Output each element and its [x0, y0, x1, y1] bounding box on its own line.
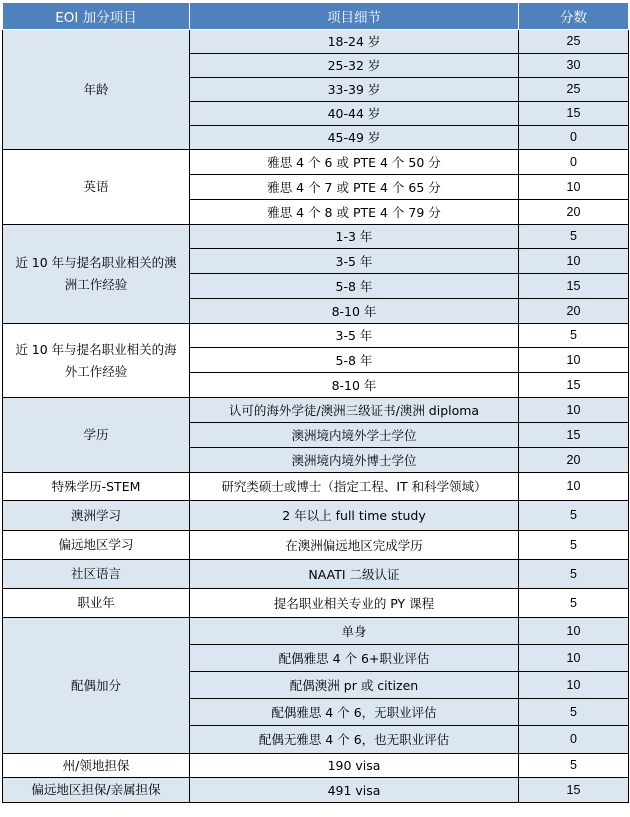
- eoi-points-table: [2, 2, 629, 803]
- score-cell: 15: [519, 274, 629, 299]
- table-row: [3, 560, 629, 589]
- table-row: [3, 150, 629, 175]
- score-cell: 15: [519, 423, 629, 448]
- detail-cell: 3-5 年: [190, 249, 519, 274]
- score-cell: 5: [519, 225, 629, 249]
- score-cell: 0: [519, 726, 629, 754]
- score-cell: 5: [519, 699, 629, 726]
- detail-cell: 配偶澳洲 pr 或 citizen: [190, 672, 519, 699]
- detail-cell: 提名职业相关专业的 PY 课程: [190, 589, 519, 618]
- score-cell: 5: [519, 589, 629, 618]
- score-cell: 15: [519, 373, 629, 398]
- detail-cell: NAATI 二级认证: [190, 560, 519, 589]
- detail-cell: 澳洲境内境外博士学位: [190, 448, 519, 473]
- detail-cell: 配偶雅思 4 个 6+职业评估: [190, 645, 519, 672]
- score-cell: 30: [519, 54, 629, 78]
- detail-cell: 1-3 年: [190, 225, 519, 249]
- category-cell: 配偶加分: [3, 618, 190, 754]
- score-cell: 25: [519, 78, 629, 102]
- score-cell: 5: [519, 531, 629, 560]
- detail-cell: 在澳洲偏远地区完成学历: [190, 531, 519, 560]
- header-detail: 项目细节: [190, 3, 519, 30]
- score-cell: 10: [519, 175, 629, 200]
- score-cell: 5: [519, 560, 629, 589]
- category-cell: 偏远地区担保/亲属担保: [3, 778, 190, 803]
- detail-cell: 配偶雅思 4 个 6，无职业评估: [190, 699, 519, 726]
- table-row: [3, 398, 629, 423]
- table-row: [3, 589, 629, 618]
- score-cell: 0: [519, 126, 629, 150]
- score-cell: 10: [519, 618, 629, 645]
- category-cell: 偏远地区学习: [3, 531, 190, 560]
- category-cell: 特殊学历-STEM: [3, 473, 190, 501]
- category-cell: 职业年: [3, 589, 190, 618]
- detail-cell: 单身: [190, 618, 519, 645]
- detail-cell: 雅思 4 个 8 或 PTE 4 个 79 分: [190, 200, 519, 225]
- detail-cell: 45-49 岁: [190, 126, 519, 150]
- detail-cell: 2 年以上 full time study: [190, 501, 519, 531]
- table-row: [3, 225, 629, 249]
- table-body: [3, 30, 629, 803]
- detail-cell: 18-24 岁: [190, 30, 519, 54]
- header-category: EOI 加分项目: [3, 3, 190, 30]
- detail-cell: 雅思 4 个 6 或 PTE 4 个 50 分: [190, 150, 519, 175]
- score-cell: 5: [519, 501, 629, 531]
- detail-cell: 33-39 岁: [190, 78, 519, 102]
- category-cell: 近 10 年与提名职业相关的海外工作经验: [3, 324, 190, 398]
- detail-cell: 3-5 年: [190, 324, 519, 348]
- category-cell: 社区语言: [3, 560, 190, 589]
- table-row: [3, 531, 629, 560]
- score-cell: 20: [519, 200, 629, 225]
- table-row: [3, 501, 629, 531]
- score-cell: 10: [519, 672, 629, 699]
- score-cell: 15: [519, 102, 629, 126]
- detail-cell: 配偶无雅思 4 个 6，也无职业评估: [190, 726, 519, 754]
- score-cell: 10: [519, 645, 629, 672]
- score-cell: 20: [519, 448, 629, 473]
- detail-cell: 8-10 年: [190, 373, 519, 398]
- table-row: [3, 473, 629, 501]
- score-cell: 20: [519, 299, 629, 324]
- score-cell: 10: [519, 398, 629, 423]
- header-score: 分数: [519, 3, 629, 30]
- score-cell: 0: [519, 150, 629, 175]
- score-cell: 10: [519, 473, 629, 501]
- detail-cell: 491 visa: [190, 778, 519, 803]
- detail-cell: 研究类硕士或博士（指定工程、IT 和科学领域）: [190, 473, 519, 501]
- category-cell: 近 10 年与提名职业相关的澳洲工作经验: [3, 225, 190, 324]
- score-cell: 10: [519, 348, 629, 373]
- detail-cell: 25-32 岁: [190, 54, 519, 78]
- score-cell: 10: [519, 249, 629, 274]
- detail-cell: 190 visa: [190, 754, 519, 778]
- detail-cell: 5-8 年: [190, 348, 519, 373]
- detail-cell: 5-8 年: [190, 274, 519, 299]
- category-cell: 年龄: [3, 30, 190, 150]
- category-cell: 英语: [3, 150, 190, 225]
- detail-cell: 认可的海外学徒/澳洲三级证书/澳洲 diploma: [190, 398, 519, 423]
- score-cell: 25: [519, 30, 629, 54]
- table-row: [3, 754, 629, 778]
- table-row: [3, 30, 629, 54]
- table-header: [3, 3, 629, 30]
- table-row: [3, 778, 629, 803]
- score-cell: 15: [519, 778, 629, 803]
- score-cell: 5: [519, 754, 629, 778]
- category-cell: 学历: [3, 398, 190, 473]
- detail-cell: 雅思 4 个 7 或 PTE 4 个 65 分: [190, 175, 519, 200]
- table-row: [3, 618, 629, 645]
- detail-cell: 40-44 岁: [190, 102, 519, 126]
- category-cell: 州/领地担保: [3, 754, 190, 778]
- detail-cell: 8-10 年: [190, 299, 519, 324]
- score-cell: 5: [519, 324, 629, 348]
- detail-cell: 澳洲境内境外学士学位: [190, 423, 519, 448]
- category-cell: 澳洲学习: [3, 501, 190, 531]
- table-row: [3, 324, 629, 348]
